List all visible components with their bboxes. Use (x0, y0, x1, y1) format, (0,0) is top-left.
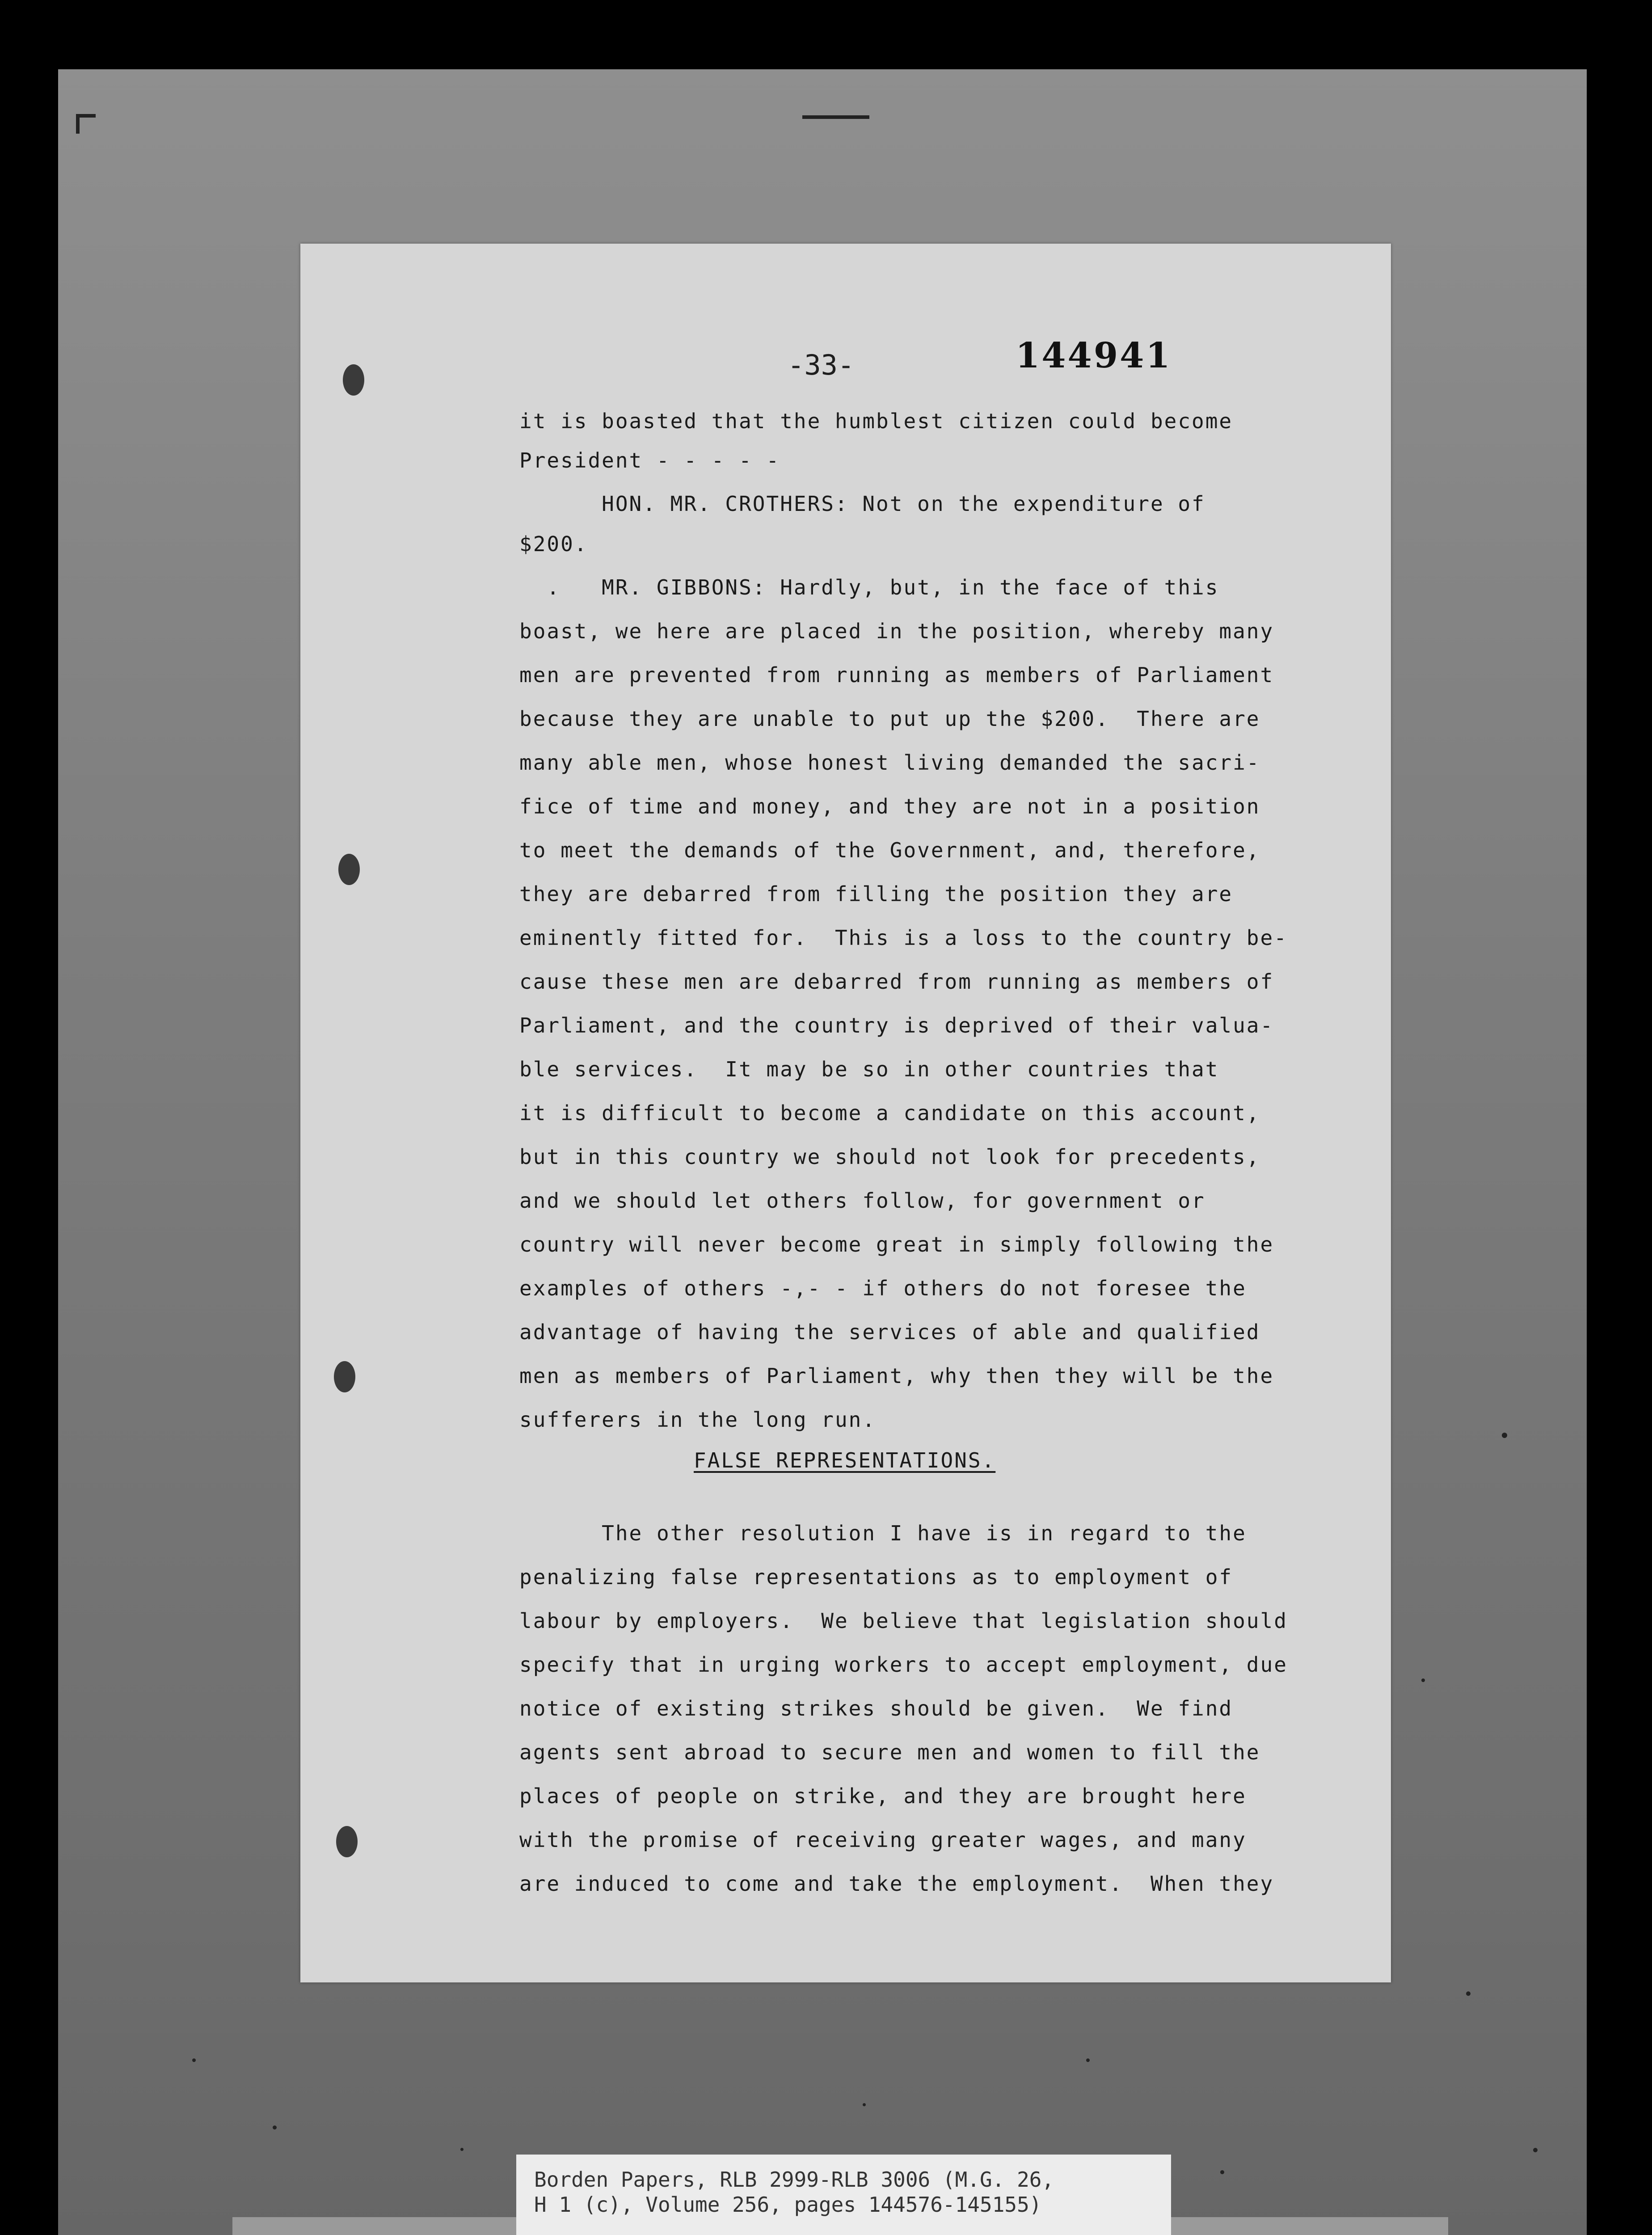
text-line: specify that in urging workers to accept employment, due (519, 1653, 1288, 1677)
text-line: men are prevented from running as members of Parliament (519, 663, 1274, 687)
text-line: Parliament, and the country is deprived of their valua- (519, 1013, 1274, 1037)
text-line: examples of others -,- - if others do not foresee the (519, 1276, 1247, 1300)
film-speck (1086, 2058, 1090, 2062)
text-line: it is difficult to become a candidate on this account, (519, 1101, 1260, 1125)
text-line: men as members of Parliament, why then they will be the (519, 1364, 1274, 1388)
text-line: agents sent abroad to secure men and women to fill the (519, 1740, 1260, 1764)
film-speck (460, 2148, 464, 2151)
text-line: President - - - - - (519, 448, 780, 472)
section-heading: FALSE REPRESENTATIONS. (694, 1448, 996, 1472)
film-speck (1466, 1991, 1471, 1996)
text-line: to meet the demands of the Government, and, therefore, (519, 838, 1260, 862)
citation-line: H 1 (c), Volume 256, pages 144576-145155) (534, 2193, 1042, 2217)
text-line: and we should let others follow, for government or (519, 1189, 1205, 1213)
text-line: eminently fitted for. This is a loss to the country be- (519, 926, 1288, 950)
film-speck (192, 2058, 196, 2062)
text-line: country will never become great in simply following the (519, 1232, 1274, 1257)
punch-hole (343, 364, 364, 396)
text-line: $200. (519, 532, 588, 556)
text-line: many able men, whose honest living demanded the sacri- (519, 751, 1260, 775)
film-speck (1421, 1678, 1425, 1682)
text-line: The other resolution I have is in regard to the (519, 1521, 1247, 1545)
text-line: . MR. GIBBONS: Hardly, but, in the face of this (519, 575, 1219, 599)
corner-crop-mark (76, 114, 96, 134)
punch-hole (334, 1361, 355, 1392)
punch-hole (338, 854, 360, 885)
typewritten-page (300, 244, 1391, 1982)
text-line: advantage of having the services of able and qualified (519, 1320, 1260, 1344)
film-speck (1533, 2148, 1538, 2152)
film-speck (273, 2125, 277, 2130)
citation-label (516, 2155, 1171, 2235)
text-line: because they are unable to put up the $200. There are (519, 707, 1260, 731)
text-line: notice of existing strikes should be given. We find (519, 1696, 1233, 1721)
text-line: labour by employers. We believe that legislation should (519, 1609, 1288, 1633)
text-line: but in this country we should not look for precedents, (519, 1145, 1260, 1169)
text-line: they are debarred from filling the position they are (519, 882, 1233, 906)
punch-hole (336, 1826, 358, 1857)
text-line: HON. MR. CROTHERS: Not on the expenditure of (519, 492, 1205, 516)
document-stamp-number: 144941 (1016, 335, 1172, 376)
text-line: places of people on strike, and they are brought here (519, 1784, 1247, 1808)
film-speck (1220, 2170, 1224, 2174)
film-speck (863, 2103, 866, 2106)
text-line: with the promise of receiving greater wages, and many (519, 1828, 1247, 1852)
text-line: boast, we here are placed in the position, whereby many (519, 619, 1274, 643)
text-line: penalizing false representations as to employment of (519, 1565, 1233, 1589)
text-line: cause these men are debarred from running as members of (519, 970, 1274, 994)
text-line: are induced to come and take the employment. When they (519, 1872, 1274, 1896)
text-line: fice of time and money, and they are not in a position (519, 794, 1260, 818)
frame-top-mark (802, 115, 869, 119)
citation-line: Borden Papers, RLB 2999-RLB 3006 (M.G. 26, (534, 2168, 1054, 2192)
text-line: sufferers in the long run. (519, 1408, 877, 1432)
text-line: it is boasted that the humblest citizen could become (519, 409, 1233, 433)
text-line: ble services. It may be so in other countries that (519, 1057, 1219, 1081)
film-speck (1502, 1433, 1507, 1438)
page-number: -33- (788, 349, 855, 381)
